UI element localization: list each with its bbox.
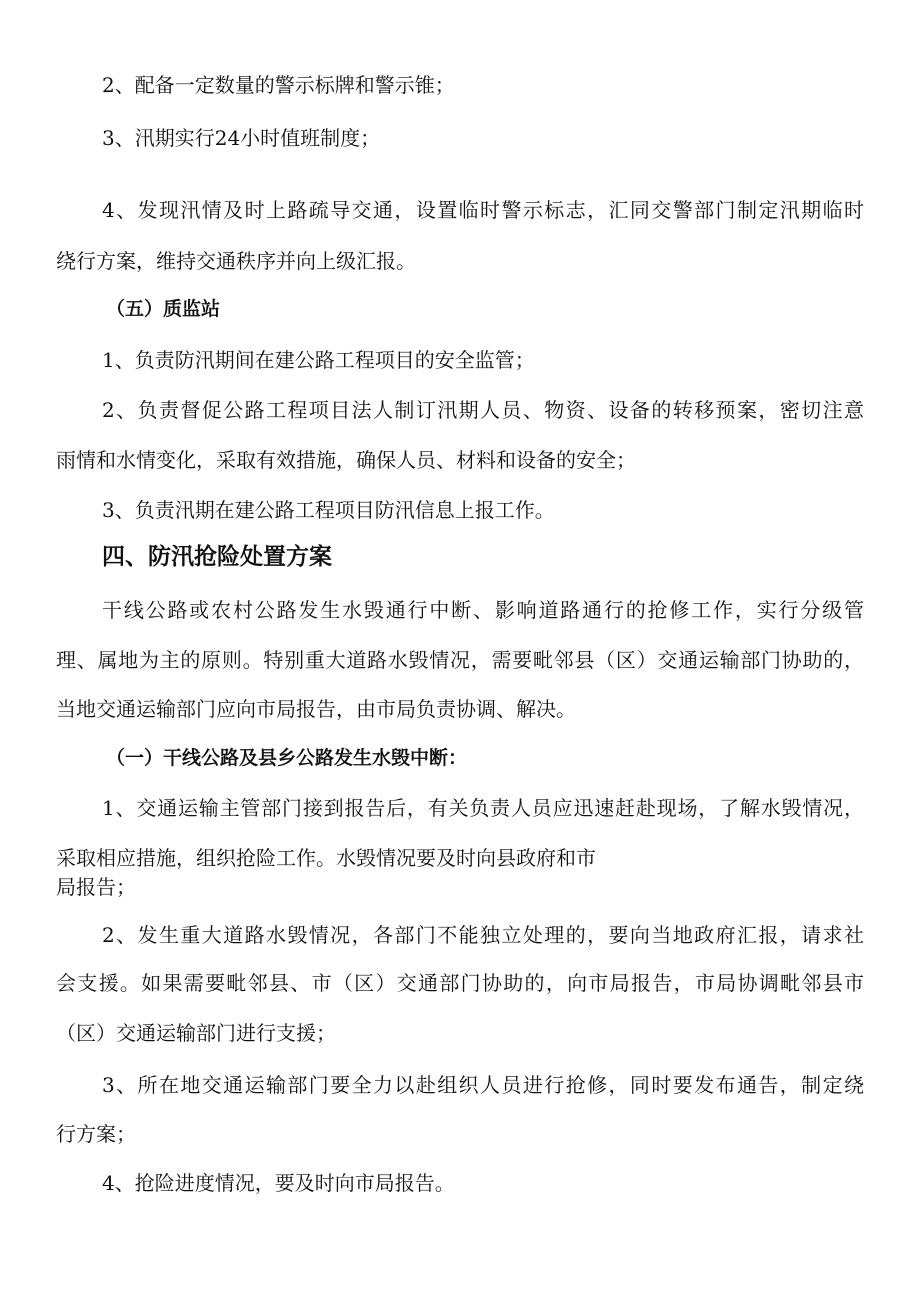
paragraph-line: 会支援。如果需要毗邻县、市（区）交通部门协助的，向市局报告，市局协调毗邻县市: [56, 971, 864, 995]
paragraph-line: 1、负责防汛期间在建公路工程项目的安全监管；: [102, 348, 535, 372]
section-heading: （一）干线公路及县乡公路发生水毁中断：: [106, 747, 468, 769]
section-heading: （五）质监站: [106, 298, 221, 320]
paragraph-line: 雨情和水情变化，采取有效措施，确保人员、材料和设备的安全；: [56, 448, 636, 472]
paragraph-line: 干线公路或农村公路发生水毁通行中断、影响道路通行的抢修工作，实行分级管: [102, 598, 864, 622]
paragraph-line: 1、交通运输主管部门接到报告后，有关负责人员应迅速赶赴现场，了解水毁情况，: [102, 796, 864, 820]
paragraph-line: 2、配备一定数量的警示标牌和警示锥；: [102, 73, 455, 97]
paragraph-line: 3、负责汛期在建公路工程项目防汛信息上报工作。: [102, 498, 555, 522]
paragraph-line: 3、汛期实行24小时值班制度；: [102, 126, 381, 150]
paragraph-line: 行方案；: [56, 1122, 136, 1146]
paragraph-line: 4、发现汛情及时上路疏导交通，设置临时警示标志，汇同交警部门制定汛期临时: [102, 198, 864, 222]
paragraph-line: 采取相应措施，组织抢险工作。水毁情况要及时向县政府和市: [56, 846, 596, 870]
paragraph-line: 绕行方案，维持交通秩序并向上级汇报。: [56, 249, 416, 273]
paragraph-line: 局报告；: [56, 875, 136, 899]
paragraph-line: 2、负责督促公路工程项目法人制订汛期人员、物资、设备的转移预案，密切注意: [102, 398, 864, 422]
paragraph-line: 2、发生重大道路水毁情况，各部门不能独立处理的，要向当地政府汇报，请求社: [102, 923, 864, 947]
paragraph-line: 当地交通运输部门应向市局报告，由市局负责协调、解决。: [56, 697, 576, 721]
chapter-heading: 四、防汛抢险处置方案: [102, 544, 332, 570]
paragraph-line: （区）交通运输部门进行支援；: [56, 1021, 336, 1045]
paragraph-line: 理、属地为主的原则。特别重大道路水毁情况，需要毗邻县（区）交通运输部门协助的，: [56, 648, 864, 672]
paragraph-line: 4、抢险进度情况，要及时向市局报告。: [102, 1171, 455, 1195]
paragraph-line: 3、所在地交通运输部门要全力以赴组织人员进行抢修，同时要发布通告，制定绕: [102, 1073, 864, 1097]
